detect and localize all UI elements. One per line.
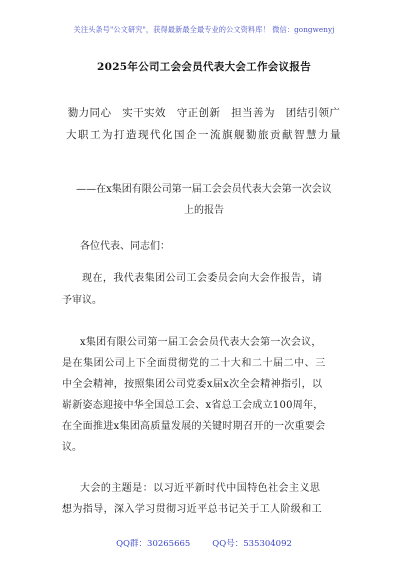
body-line: 大会的主题是：以习近平新时代中国特色社会主义思 <box>80 483 321 494</box>
body-line: 议。 <box>62 442 82 453</box>
body-line: 现在，我代表集团公司工会委员会向大会作报告，请 <box>82 273 323 284</box>
body-line: 崭新姿态迎接中华全国总工会、x省总工会成立100周年， <box>62 400 324 411</box>
footer-contact <box>0 537 408 549</box>
subtitle-line-1: 勠力同心 实干实效 守正创新 担当善为 团结引领广 <box>67 107 341 119</box>
body-line: 是在集团公司上下全面贯彻党的二十大和二十届二中、三 <box>62 358 326 369</box>
salutation: 各位代表、同志们： <box>80 241 170 252</box>
subtitle-line-2: 大职工为打造现代化国企一流旗舰勠旅贡献智慧力量 <box>66 129 342 141</box>
body-line: x集团有限公司第一届工会会员代表大会第一次会议， <box>80 337 322 348</box>
footer-qq-number: QQ号：535304092 <box>212 539 292 549</box>
document-title: 2025年公司工会会员代表大会工作会议报告 <box>96 61 312 73</box>
sub-heading-line-2: 上的报告 <box>184 205 224 216</box>
footer-qq-group: QQ群：30265665 <box>116 539 191 549</box>
body-line: 中全会精神，按照集团公司党委x届x次全会精神指引，以 <box>62 379 323 390</box>
header-promo-note: 关注头条号"公文研究"，获得最新最全最专业的公文资料库！ 微信：gongwenyj <box>73 25 335 34</box>
body-line: 想为指导，深入学习贯彻习近平总书记关于工人阶级和工 <box>62 504 322 515</box>
body-line: 予审议。 <box>62 295 102 306</box>
body-line: 在全面推进x集团高质量发展的关键时期召开的一次重要会 <box>62 421 326 432</box>
sub-heading-line-1: ——在x集团有限公司第一届工会会员代表大会第一次会议 <box>76 184 332 195</box>
